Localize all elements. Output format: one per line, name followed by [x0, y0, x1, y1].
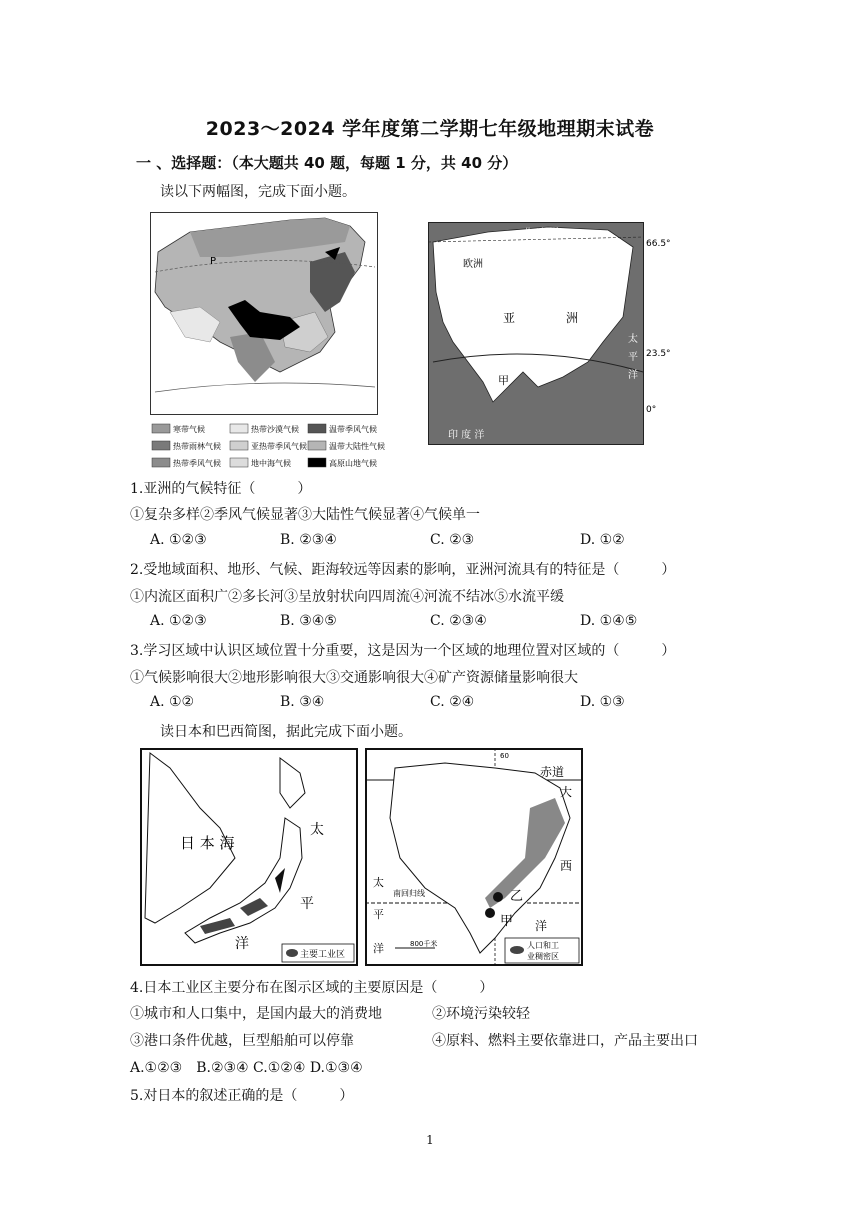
- label-60: 60: [500, 752, 509, 760]
- japan-map: [140, 748, 358, 966]
- q3-items: ①气候影响很大②地形影响很大③交通影响很大④矿产资源储量影响很大: [130, 670, 578, 686]
- q1-stem: 1.亚洲的气候特征（ ）: [130, 481, 312, 497]
- legend-swatch: [308, 441, 326, 450]
- label-jia: 甲: [498, 374, 509, 387]
- legend-swatch: [230, 458, 248, 467]
- legend-swatch: [230, 424, 248, 433]
- q5-stem: 5.对日本的叙述正确的是（ ）: [130, 1088, 354, 1104]
- q4-item-1: ①城市和人口集中，是国内最大的消费地: [130, 1006, 382, 1022]
- legend-industry-icon: [286, 949, 298, 957]
- q2-stem: 2.受地域面积、地形、气候、距海较远等因素的影响，亚洲河流具有的特征是（ ）: [130, 562, 676, 578]
- legend-label: 地中海气候: [251, 459, 291, 468]
- asia-outline-map: [428, 222, 678, 448]
- q1-items: ①复杂多样②季风气候显著③大陆性气候显著④气候单一: [130, 507, 480, 523]
- label-lat-0: 0°: [646, 405, 657, 415]
- asia-climate-map: [150, 212, 385, 470]
- label-equator: 赤道: [540, 765, 565, 779]
- label-arctic: 北 冰 洋: [523, 228, 560, 239]
- q2-option-c[interactable]: C. ②③④: [430, 613, 487, 629]
- label-japan-sea: 日 本 海: [180, 834, 235, 852]
- label-scale: 800千米: [410, 940, 438, 948]
- q4-item-4: ④原料、燃料主要依靠进口，产品主要出口: [432, 1033, 698, 1049]
- climate-legend: [152, 424, 385, 468]
- label-yang-atlantic: 洋: [535, 919, 548, 933]
- label-pacific-3: 洋: [628, 370, 638, 381]
- legend-label: 热带季风气候: [173, 459, 221, 468]
- q3-stem: 3.学习区域中认识区域位置十分重要，这是因为一个区域的地理位置对区域的（ ）: [130, 643, 676, 659]
- label-lat-66: 66.5°: [646, 239, 671, 249]
- map1-label-p: P: [210, 256, 217, 267]
- q4-item-3: ③港口条件优越，巨型船舶可以停靠: [130, 1033, 354, 1049]
- q3-option-c[interactable]: C. ②④: [430, 694, 475, 710]
- label-xi: 西: [560, 859, 573, 873]
- legend-swatch: [152, 424, 170, 433]
- label-tropic: 南回归线: [393, 889, 425, 898]
- legend-label: 高原山地气候: [329, 459, 377, 468]
- label-tai-p: 太: [373, 876, 384, 889]
- q2-option-b[interactable]: B. ③④⑤: [280, 613, 337, 629]
- label-europe: 欧洲: [463, 259, 483, 270]
- q3-option-b[interactable]: B. ③④: [280, 694, 325, 710]
- exam-title: 2023～2024 学年度第二学期七年级地理期末试卷: [205, 118, 655, 140]
- q4-item-2: ②环境污染较轻: [432, 1006, 530, 1022]
- label-pacific-1: 太: [628, 334, 638, 345]
- label-yang: 洋: [235, 936, 249, 952]
- q4-stem: 4.日本工业区主要分布在图示区域的主要原因是（ ）: [130, 980, 494, 996]
- legend-swatch: [152, 441, 170, 450]
- legend-label: 热带雨林气候: [173, 442, 221, 451]
- legend-swatch: [308, 424, 326, 433]
- section-heading: 一 、选择题：（本大题共 40 题，每题 1 分，共 40 分）: [136, 154, 518, 172]
- label-ping-p: 平: [373, 908, 384, 921]
- legend-swatch: [152, 458, 170, 467]
- intro-text-2: 读日本和巴西简图，据此完成下面小题。: [160, 724, 412, 740]
- q1-option-b[interactable]: B. ②③④: [280, 532, 337, 548]
- label-tai: 太: [310, 822, 324, 838]
- q1-option-a[interactable]: A. ①②③: [150, 532, 207, 548]
- label-asia-2: 洲: [566, 311, 579, 325]
- legend-industry: 主要工业区: [300, 950, 346, 960]
- legend-label: 寒带气候: [173, 425, 205, 434]
- legend-label: 热带沙漠气候: [251, 425, 299, 434]
- q1-option-c[interactable]: C. ②③: [430, 532, 475, 548]
- label-indian-ocean: 印 度 洋: [448, 430, 485, 441]
- intro-text: 读以下两幅图，完成下面小题。: [160, 184, 356, 200]
- legend-label: 温带大陆性气候: [329, 442, 385, 451]
- q2-option-d[interactable]: D. ①④⑤: [580, 613, 638, 629]
- q3-option-d[interactable]: D. ①③: [580, 694, 625, 710]
- q3-option-a[interactable]: A. ①②: [150, 694, 195, 710]
- legend-swatch: [230, 441, 248, 450]
- label-da: 大: [560, 785, 573, 799]
- legend-pop-2: 业稠密区: [527, 952, 559, 961]
- label-yi: 乙: [510, 889, 524, 904]
- legend-population-icon: [510, 946, 524, 954]
- q1-option-d[interactable]: D. ①②: [580, 532, 625, 548]
- legend-swatch: [308, 458, 326, 467]
- q2-option-a[interactable]: A. ①②③: [150, 613, 207, 629]
- label-jia-brazil: 甲: [500, 914, 514, 929]
- label-ping: 平: [300, 896, 314, 912]
- label-lat-23: 23.5°: [646, 349, 671, 359]
- q4-options[interactable]: A.①②③ B.②③④ C.①②④ D.①③④: [130, 1060, 363, 1076]
- legend-label: 温带季风气候: [329, 425, 377, 434]
- brazil-map: [365, 748, 583, 966]
- legend-label: 亚热带季风气候: [251, 442, 307, 451]
- legend-pop-1: 人口和工: [527, 941, 559, 950]
- q2-items: ①内流区面积广②多长河③呈放射状向四周流④河流不结冰⑤水流平缓: [130, 589, 564, 605]
- label-asia-1: 亚: [503, 311, 516, 325]
- page-number: 1: [426, 1133, 434, 1147]
- label-yang-p: 洋: [373, 942, 384, 955]
- label-pacific-2: 平: [628, 352, 638, 363]
